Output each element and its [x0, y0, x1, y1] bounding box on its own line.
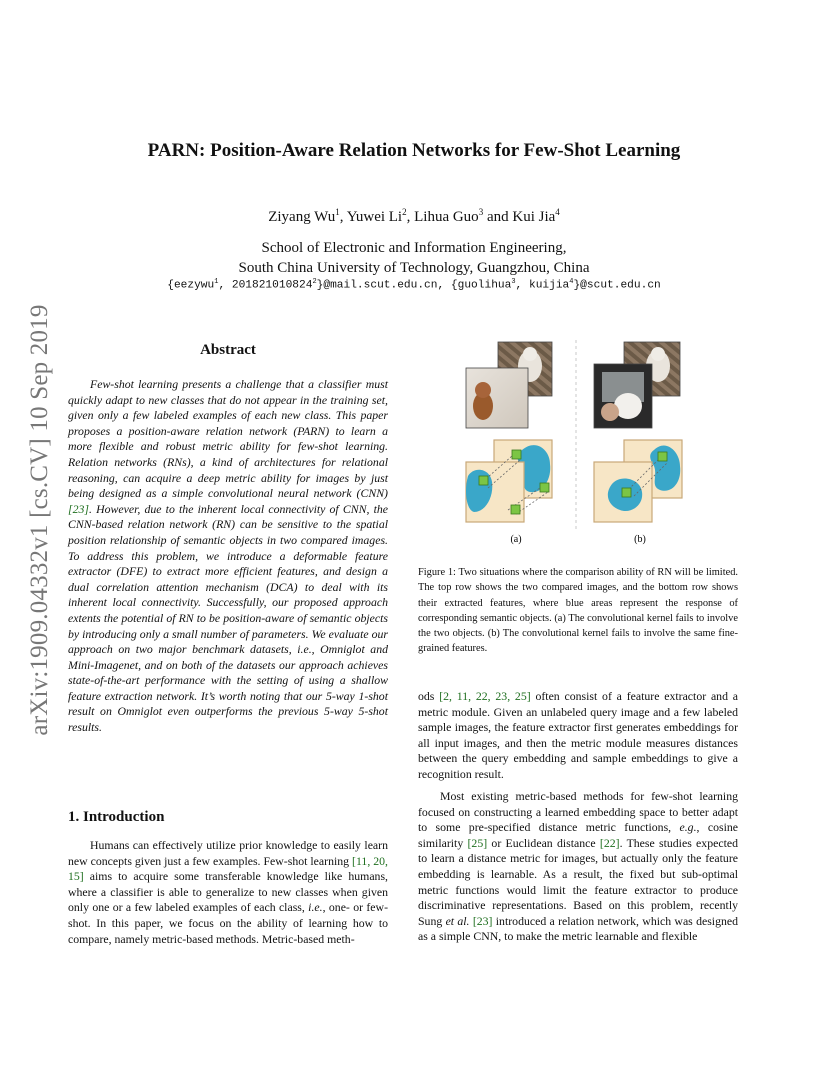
email-text: {eezywu [167, 279, 215, 292]
email-text: , 201821010824 [218, 279, 313, 292]
author-name: Kui Jia [512, 209, 556, 225]
panel-a-features [466, 440, 552, 545]
body-text: or Euclidean distance [487, 835, 600, 850]
abstract-body [68, 377, 388, 736]
author-mark: 4 [555, 207, 560, 217]
body-text-italic: et al. [445, 913, 470, 928]
body-text: aims to acquire some transferable knowledge like humans, where a classifier is able to generalize to new classes when given only one or a few labeled examples of each class, [68, 869, 388, 915]
author-name: Ziyang Wu [268, 209, 336, 225]
figure-label-b: (b) [634, 534, 646, 545]
email-text: }@mail.scut.edu.cn, {guolihua [316, 279, 512, 292]
conv-kernel-square [512, 450, 521, 459]
body-text: , one- or few-shot. In this paper, we focus on the ability of learning how to compare, namely metric-based methods. Metric-based meth- [68, 900, 388, 946]
conv-kernel-square [658, 452, 667, 461]
author-separator: , [339, 209, 347, 225]
body-text-italic: i.e. [308, 900, 323, 915]
panel-a-top-images [466, 342, 552, 428]
white-dog-head [651, 347, 665, 361]
author-mark: 1 [335, 207, 340, 217]
email-text: }@scut.edu.cn [573, 279, 661, 292]
citation-link[interactable]: [22] [599, 835, 620, 850]
email-mark: 1 [214, 278, 219, 286]
figure-label-a: (a) [510, 534, 522, 545]
intro-paragraph [68, 838, 388, 947]
abstract-text: . However, due to the inherent local connectivity of CNN, the CNN-based relation network (RN) can be sensitive to the spatial position relationship of semantic objects in two compared images. To address this problem, we introduce a deformable feature extractor (DFE) to extract more efficient features, and design a dual correlation attention mechanism (DCA) to deal with its inherent local connectivity. Successfully, our proposed approach extents the potential of RN to be position-aware of semantic objects by introducing only a small number of parameters. We evaluate our approach on two major benchmark datasets, i.e., Omniglot and Mini-Imagenet, and on both of the datasets our approach achieves state-of-the-art performance with the setting of using a shallow feature extraction network. It’s worth noting that our 5-way 1-shot result on Omniglot even outperforms the previous 5-way 5-shot results. [68, 501, 388, 735]
figure-1-illustration [450, 340, 720, 550]
author-emails [0, 278, 828, 292]
paper-title: PARN: Position-Aware Relation Networks for Few-Shot Learning [147, 140, 681, 161]
body-text: Most existing metric-based methods for few-shot learning focused on constructing a learned embedding space to better adapt to some pre-specified distance metric functions, [418, 789, 738, 835]
citation-link[interactable]: [11, 20, 15] [68, 853, 388, 884]
panel-b-features [594, 440, 682, 545]
conv-kernel-square [479, 476, 488, 485]
author-list [0, 207, 828, 226]
email-text: , kuijia [515, 279, 570, 292]
citation-link[interactable]: [23] [68, 501, 89, 516]
author-name: Yuwei Li [346, 209, 403, 225]
affiliation-line: South China University of Technology, Guangzhou, China [238, 260, 590, 276]
conv-kernel-square [511, 505, 520, 514]
affiliation-line: School of Electronic and Information Engineering, [261, 240, 567, 256]
author-separator: and [483, 209, 513, 225]
white-dog-head [523, 347, 537, 361]
body-text: . These studies expected to learn a distance metric for images, but actually only the feature embedding is learnable. As a result, the fixed but sub-optimal metric functions would limit the feature extractor to produce discriminative representations. Based on this problem, recently Sung [418, 835, 738, 928]
conv-kernel-square [622, 488, 631, 497]
body-paragraph [418, 689, 738, 783]
author-mark: 3 [478, 207, 484, 217]
email-mark: 4 [569, 278, 574, 286]
body-text: often consist of a feature extractor and a metric module. Given an unlabeled query image and a few labeled sample images, the feature extractor first generates embeddings for all input images, and then the metric module measures distances between the query embedding and sample embeddings to give a recognition result. [418, 689, 739, 781]
body-text: ods [418, 689, 440, 703]
body-text: , cosine similarity [418, 820, 738, 850]
body-paragraph [418, 789, 738, 945]
figure-1 [450, 340, 720, 550]
brown-dog-head [475, 382, 491, 398]
arxiv-side-stamp [20, 285, 60, 755]
body-text-italic: e.g. [679, 820, 697, 835]
arxiv-id-text: arXiv:1909.04332v1 [cs.CV] 10 Sep 2019 [26, 304, 53, 736]
figure-1-caption: Figure 1: Two situations where the comparison ability of RN will be limited. The top row shows the two compared images, and the bottom row shows their extracted features, where blue areas represent the response of corresponding semantic objects. (a) The convolutional kernel fails to involve the two objects. (b) The convolutional kernel fails to involve the same fine-grained features. [418, 567, 738, 655]
abstract-heading: Abstract [200, 342, 256, 358]
abstract-text: Few-shot learning presents a challenge that a classifier must quickly adapt to new classes that do not appear in the training set, given only a few labeled examples of each new class. This paper proposes a position-aware relation network (PARN) to learn a more flexible and robust metric ability for few-shot learning. Relation networks (RNs), a kind of architectures for relational reasoning, can acquire a deep metric ability for images by just being designed as a simple convolutional neural network (CNN) [68, 377, 388, 501]
citation-link[interactable]: [2, 11, 22, 23, 25] [439, 689, 531, 703]
author-separator: , [406, 209, 415, 225]
author-name: Lihua Guo [414, 209, 479, 225]
email-mark: 2 [312, 278, 317, 286]
citation-link[interactable]: [25] [467, 835, 488, 850]
person-face [601, 403, 619, 421]
citation-link[interactable]: [23] [472, 913, 493, 928]
body-text: introduced a relation network, which was designed as a simple CNN, to make the metric learnable and flexible [418, 913, 739, 944]
panel-b-top-images [594, 342, 680, 428]
conv-kernel-square [540, 483, 549, 492]
section-heading-introduction: 1. Introduction [68, 809, 165, 825]
email-mark: 3 [511, 278, 516, 286]
body-text: Humans can effectively utilize prior knowledge to easily learn new concepts given just a few examples. Few-shot learning [68, 838, 388, 868]
author-mark: 2 [402, 207, 407, 217]
